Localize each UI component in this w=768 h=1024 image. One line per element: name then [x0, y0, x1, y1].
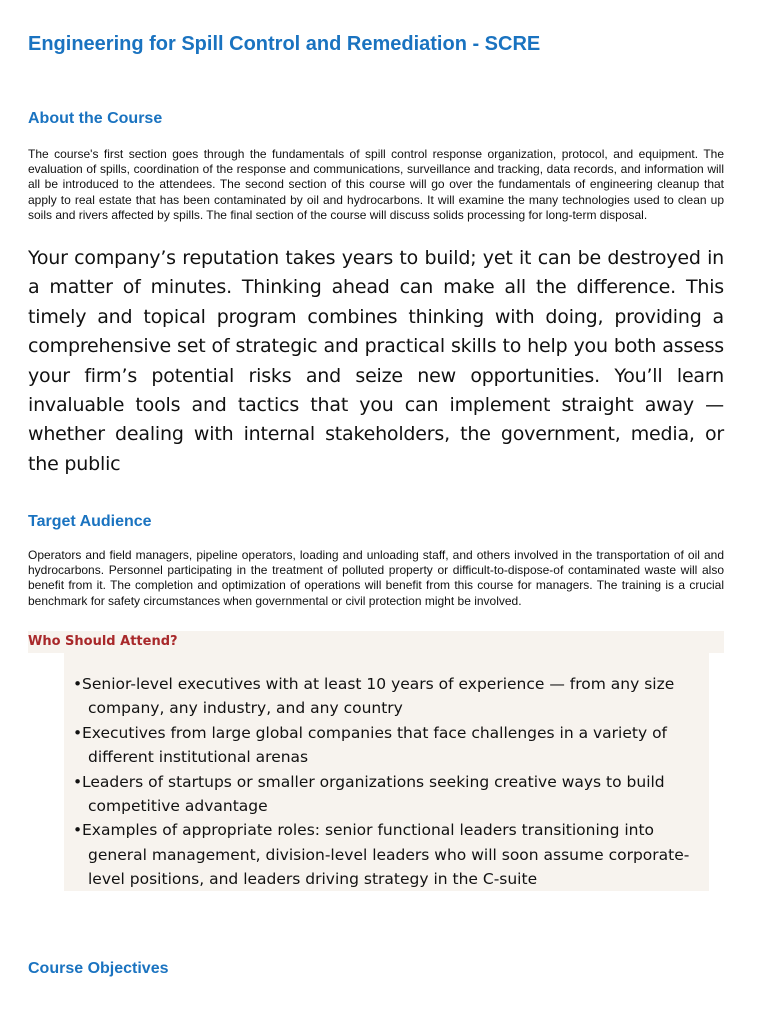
list-item [64, 721, 704, 770]
about-heading: About the Course [28, 110, 163, 127]
list-item-text: Examples of appropriate roles: senior functional leaders transitioning into general management, division-level leaders who will soon assume corporate-level positions, and leaders driving strategy in the C-suite [82, 821, 690, 889]
bullet-icon: • [73, 821, 83, 840]
attend-heading: Who Should Attend? [28, 634, 178, 649]
highlight-paragraph: Your company’s reputation takes years to build; yet it can be destroyed in a matter of minutes. Thinking ahead can make all the difference. This timely and topical program combines thinking with doing, providing a comprehensive set of strategic and practical skills to help you both assess your firm’s potential risks and seize new opportunities. You’ll learn invaluable tools and tactics that you can implement straight away — whether dealing with internal stakeholders, the government, media, or the public [28, 247, 724, 475]
attend-header-bar [28, 631, 724, 653]
page-title: Engineering for Spill Control and Remediation - SCRE [28, 33, 541, 55]
audience-heading: Target Audience [28, 513, 152, 530]
objectives-heading: Course Objectives [28, 960, 169, 977]
attend-list-box [64, 653, 709, 891]
list-item-text: Senior-level executives with at least 10 years of experience — from any size company, any industry, and any country [82, 675, 675, 718]
bullet-icon: • [73, 723, 83, 742]
list-item [64, 818, 704, 891]
list-item-text: Executives from large global companies that face challenges in a variety of different institutional arenas [82, 723, 668, 767]
attend-list [64, 672, 704, 892]
list-item-text: Leaders of startups or smaller organizations seeking creative ways to build competitive advantage [82, 772, 665, 816]
list-item [64, 672, 704, 721]
audience-paragraph: Operators and field managers, pipeline operators, loading and unloading staff, and others involved in the transportation of oil and hydrocarbons. Personnel participating in the treatment of polluted property or difficult-to-dispose-of contaminated waste will also benefit from it. The completion and optimization of operations will benefit from this course for managers. The training is a crucial benchmark for safety circumstances when governmental or civil protection might be involved. [28, 548, 724, 608]
about-paragraph: The course's first section goes through the fundamentals of spill control response organization, protocol, and equipment. The evaluation of spills, coordination of the response and communications, surveillance and tracking, data records, and information will all be introduced to the attendees. The second section of this course will go over the fundamentals of engineering cleanup that apply to real estate that has been contaminated by oil and hydrocarbons. It will examine the many technologies used to clean up soils and rivers affected by spills. The final section of the course will discuss solids processing for long-term disposal. [28, 147, 724, 222]
list-item [64, 770, 704, 819]
bullet-icon: • [73, 772, 83, 791]
bullet-icon: • [73, 675, 83, 693]
